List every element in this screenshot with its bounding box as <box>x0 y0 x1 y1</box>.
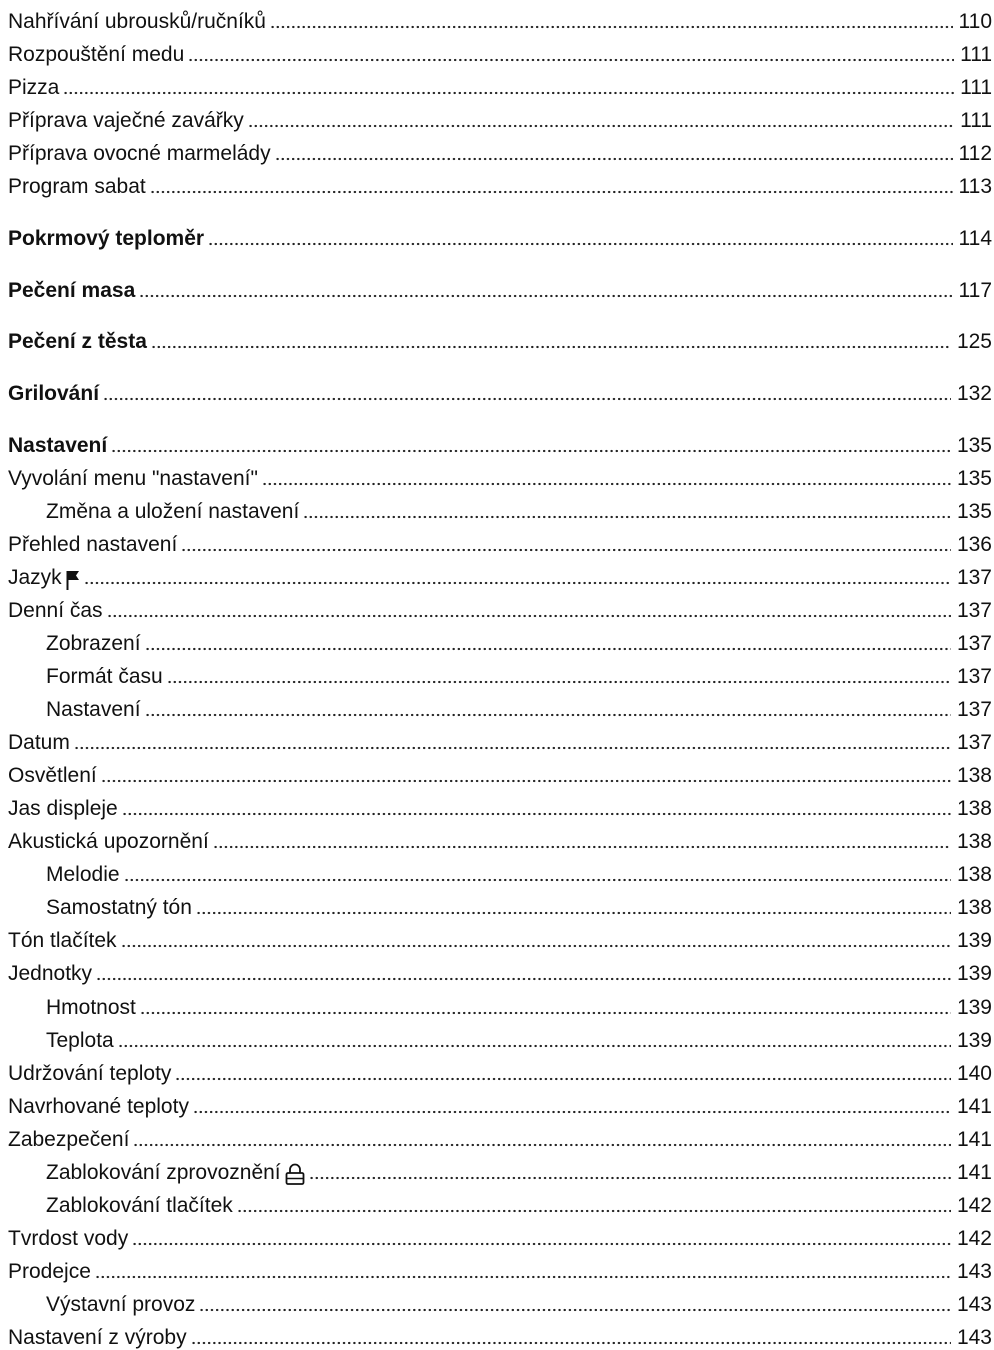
toc-entry-label: Prodejce <box>8 1260 91 1283</box>
dot-leader <box>74 746 951 750</box>
toc-entry-label: Akustická upozornění <box>8 830 209 853</box>
toc-entry-label: Datum <box>8 731 70 754</box>
padlock-icon <box>285 1163 305 1185</box>
toc-entry-label: Změna a uložení nastavení <box>46 500 300 523</box>
toc-entry[interactable] <box>8 324 992 354</box>
dot-leader <box>199 1308 951 1312</box>
dot-leader <box>175 1077 951 1081</box>
toc-entry-label: Navrhované teploty <box>8 1095 189 1118</box>
dot-leader <box>275 157 953 161</box>
dot-leader <box>132 1242 951 1246</box>
toc-entry[interactable] <box>8 560 992 590</box>
dot-leader <box>181 548 951 552</box>
toc-entry-label: Tón tlačítek <box>8 929 117 952</box>
dot-leader <box>140 1011 951 1015</box>
toc-page-number: 137 <box>956 566 992 589</box>
toc-page-number: 138 <box>956 797 992 820</box>
toc-entry[interactable] <box>8 1221 992 1251</box>
toc-entry-label: Výstavní provoz <box>46 1293 196 1316</box>
toc-entry[interactable] <box>8 70 992 100</box>
dot-leader <box>107 614 951 618</box>
dot-leader <box>145 647 951 651</box>
toc-page-number: 138 <box>956 830 992 853</box>
toc-entry-label: Pizza <box>8 76 60 99</box>
toc-page-number: 135 <box>956 500 992 523</box>
toc-entry-label: Nastavení <box>8 434 108 457</box>
toc-entry[interactable] <box>8 221 992 251</box>
dot-leader <box>145 713 951 717</box>
dot-leader <box>139 294 952 298</box>
toc-entry-label: Pokrmový teploměr <box>8 227 205 250</box>
dot-leader <box>213 845 951 849</box>
toc-entry-label: Přehled nastavení <box>8 533 178 556</box>
dot-leader <box>124 878 951 882</box>
dot-leader <box>96 977 951 981</box>
toc-entry-label: Pečení masa <box>8 279 136 302</box>
toc-subentry[interactable] <box>8 1155 992 1185</box>
toc-subentry[interactable] <box>8 659 992 689</box>
toc-entry[interactable] <box>8 758 992 788</box>
toc-subentry[interactable] <box>8 990 992 1020</box>
toc-entry-label: Melodie <box>46 863 120 886</box>
toc-page-number: 138 <box>956 896 992 919</box>
dot-leader <box>150 190 953 194</box>
toc-entry-label: Tvrdost vody <box>8 1227 129 1250</box>
toc-entry-label: Nahřívání ubrousků/ručníků <box>8 10 266 33</box>
toc-page-number: 141 <box>956 1128 992 1151</box>
toc-page-number: 138 <box>956 863 992 886</box>
toc-page-number: 111 <box>960 109 992 132</box>
toc-subentry[interactable] <box>8 692 992 722</box>
toc-entry-label: Příprava vaječné zavářky <box>8 109 244 132</box>
toc-entry[interactable] <box>8 461 992 491</box>
toc-entry[interactable] <box>8 103 992 133</box>
toc-entry[interactable] <box>8 169 992 199</box>
dot-leader <box>309 1176 951 1180</box>
toc-page-number: 112 <box>958 142 992 165</box>
flag-icon <box>66 570 80 590</box>
toc-subentry[interactable] <box>8 1188 992 1218</box>
toc-page-number: 139 <box>956 1029 992 1052</box>
toc-page-number: 135 <box>956 467 992 490</box>
dot-leader <box>151 345 951 349</box>
toc-entry-label: Nastavení <box>46 698 141 721</box>
dot-leader <box>188 58 954 62</box>
toc-page-number: 139 <box>956 962 992 985</box>
toc-entry[interactable] <box>8 791 992 821</box>
toc-entry-label: Vyvolání menu "nastavení" <box>8 467 258 490</box>
toc-entry[interactable] <box>8 1254 992 1284</box>
toc-entry[interactable] <box>8 37 992 67</box>
toc-entry-label: Teplota <box>46 1029 114 1052</box>
toc-entry-label: Příprava ovocné marmelády <box>8 142 271 165</box>
toc-entry-label: Jazyk <box>8 566 62 589</box>
toc-entry[interactable] <box>8 1056 992 1086</box>
dot-leader <box>111 449 951 453</box>
toc-entry-label: Zablokování tlačítek <box>46 1194 233 1217</box>
dot-leader <box>193 1110 951 1114</box>
toc-entry-label: Zabezpečení <box>8 1128 130 1151</box>
toc-page-number: 136 <box>956 533 992 556</box>
toc-entry[interactable] <box>8 1320 992 1350</box>
toc-entry[interactable] <box>8 725 992 755</box>
toc-entry-label: Program sabat <box>8 175 146 198</box>
toc-subentry[interactable] <box>8 1023 992 1053</box>
toc-subentry[interactable] <box>8 1287 992 1317</box>
dot-leader <box>122 812 951 816</box>
toc-entry[interactable] <box>8 428 992 458</box>
dot-leader <box>196 911 951 915</box>
dot-leader <box>248 124 954 128</box>
toc-entry[interactable] <box>8 4 992 34</box>
toc-page-number: 132 <box>956 382 992 405</box>
toc-page-number: 114 <box>958 227 992 250</box>
toc-page-number: 143 <box>956 1293 992 1316</box>
toc-entry[interactable] <box>8 593 992 623</box>
toc-page-number: 139 <box>956 996 992 1019</box>
toc-entry[interactable] <box>8 376 992 406</box>
dot-leader <box>191 1341 951 1345</box>
toc-page-number: 135 <box>956 434 992 457</box>
toc-subentry[interactable] <box>8 890 992 920</box>
toc-entry[interactable] <box>8 136 992 166</box>
toc-entry[interactable] <box>8 956 992 986</box>
toc-entry-label: Hmotnost <box>46 996 136 1019</box>
dot-leader <box>95 1275 951 1279</box>
toc-entry-label: Rozpouštění medu <box>8 43 185 66</box>
dot-leader <box>262 482 951 486</box>
toc-page-number: 143 <box>956 1326 992 1349</box>
toc-entry[interactable] <box>8 527 992 557</box>
toc-page-number: 113 <box>958 175 992 198</box>
toc-page-number: 137 <box>956 698 992 721</box>
toc-entry-label: Udržování teploty <box>8 1062 172 1085</box>
dot-leader <box>121 944 951 948</box>
toc-page-number: 138 <box>956 764 992 787</box>
toc-entry-label: Jednotky <box>8 962 93 985</box>
dot-leader <box>303 515 951 519</box>
toc-page-number: 125 <box>956 330 992 353</box>
toc-entry[interactable] <box>8 1089 992 1119</box>
toc-page-number: 137 <box>956 599 992 622</box>
toc-entry-label: Osvětlení <box>8 764 97 787</box>
dot-leader <box>84 581 951 585</box>
toc-page-number: 139 <box>956 929 992 952</box>
toc-entry-label: Denní čas <box>8 599 103 622</box>
toc-entry-label: Pečení z těsta <box>8 330 147 353</box>
dot-leader <box>167 680 951 684</box>
toc-entry[interactable] <box>8 923 992 953</box>
toc-entry-label: Zablokování zprovoznění <box>46 1161 281 1184</box>
toc-entry-label: Samostatný tón <box>46 896 192 919</box>
toc-subentry[interactable] <box>8 857 992 887</box>
toc-entry-label: Nastavení z výroby <box>8 1326 187 1349</box>
toc-page-number: 137 <box>956 632 992 655</box>
dot-leader <box>103 397 951 401</box>
dot-leader <box>133 1143 951 1147</box>
toc-page-number: 141 <box>956 1095 992 1118</box>
dot-leader <box>208 242 952 246</box>
dot-leader <box>63 91 954 95</box>
dot-leader <box>237 1209 951 1213</box>
toc-subentry[interactable] <box>8 626 992 656</box>
toc-page-number: 110 <box>958 10 992 33</box>
toc-entry-label: Zobrazení <box>46 632 141 655</box>
toc-page-number: 141 <box>956 1161 992 1184</box>
toc-page-number: 143 <box>956 1260 992 1283</box>
toc-entry-label: Formát času <box>46 665 163 688</box>
toc-page-number: 111 <box>960 43 992 66</box>
dot-leader <box>118 1044 951 1048</box>
dot-leader <box>101 779 951 783</box>
toc-page-number: 137 <box>956 731 992 754</box>
toc-page-number: 137 <box>956 665 992 688</box>
toc-entry-label: Grilování <box>8 382 100 405</box>
toc-page-number: 142 <box>956 1194 992 1217</box>
toc-page-number: 111 <box>960 76 992 99</box>
toc-page-number: 117 <box>958 279 992 302</box>
toc-entry[interactable] <box>8 273 992 303</box>
dot-leader <box>270 25 953 29</box>
toc-entry[interactable] <box>8 824 992 854</box>
toc-page-number: 142 <box>956 1227 992 1250</box>
toc-page-number: 140 <box>956 1062 992 1085</box>
toc-entry-label: Jas displeje <box>8 797 118 820</box>
toc-entry[interactable] <box>8 1122 992 1152</box>
toc-subentry[interactable] <box>8 494 992 524</box>
